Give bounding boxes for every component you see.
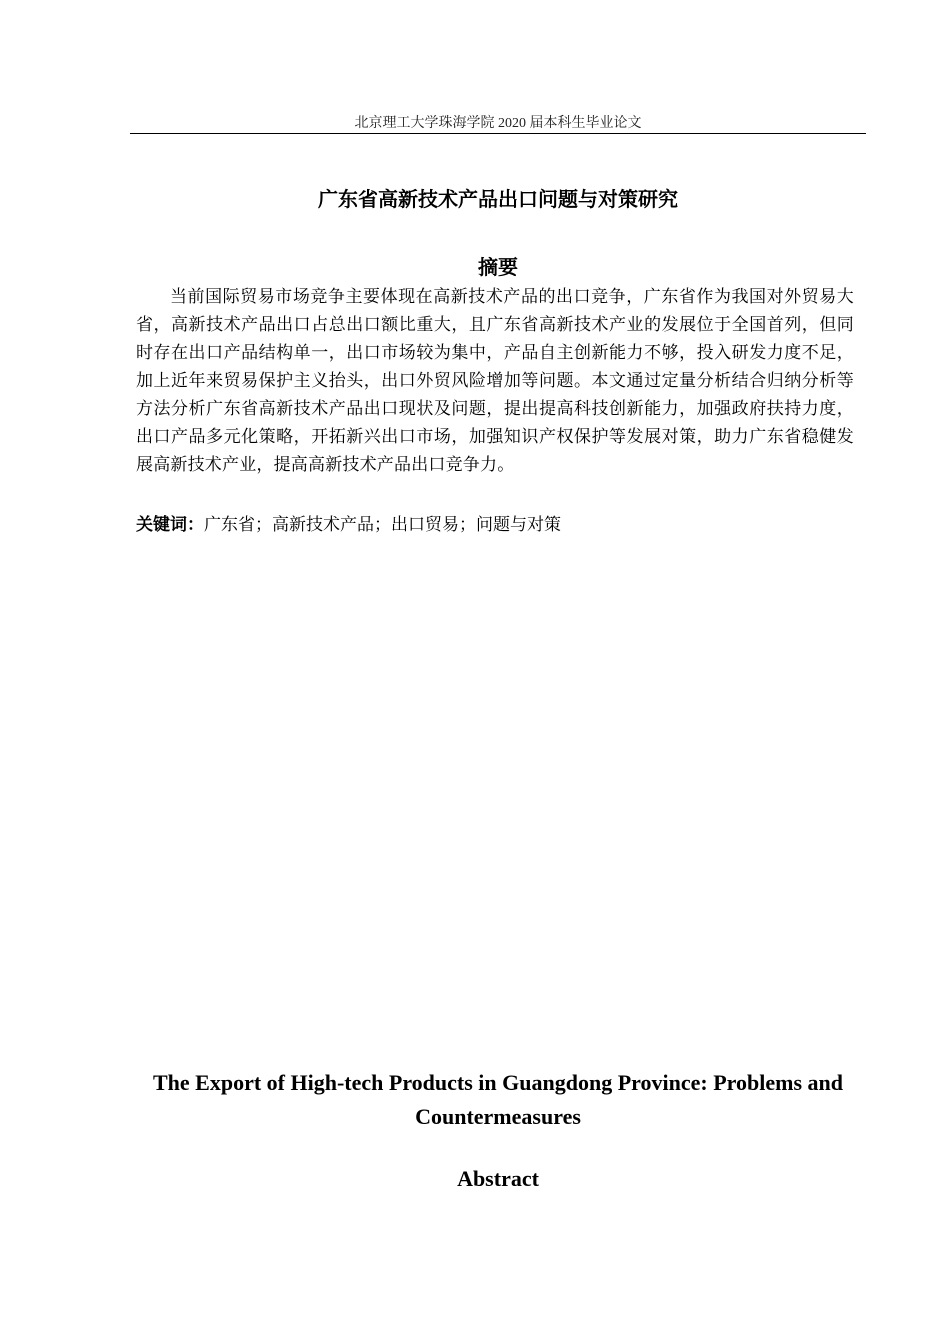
abstract-body-cn: 当前国际贸易市场竞争主要体现在高新技术产品的出口竞争，广东省作为我国对外贸易大省，高新技术产品出口占总出口额比重大，且广东省高新技术产业的发展位于全国首列，但同时存在出口产品结构单一，出口市场较为集中，产品自主创新能力不够，投入研发力度不足，加上近年来贸易保护主义抬头，出口外贸风险增加等问题。本文通过定量分析结合归纳分析等方法分析广东省高新技术产品出口现状及问题，提出提高科技创新能力，加强政府扶持力度，出口产品多元化策略，开拓新兴出口市场，加强知识产权保护等发展对策，助力广东省稳健发展高新技术产业，提高高新技术产品出口竞争力。 [136, 287, 854, 475]
keywords-label: 关键词： [136, 515, 204, 535]
thesis-title-en: The Export of High-tech Products in Guangdong Province: Problems and Countermeasures [153, 1070, 843, 1129]
thesis-title-cn: 广东省高新技术产品出口问题与对策研究 [318, 187, 678, 211]
abstract-heading-cn: 摘要 [478, 255, 518, 279]
header-rule [130, 133, 866, 134]
keywords-text: 广东省；高新技术产品；出口贸易；问题与对策 [204, 515, 561, 535]
running-header: 北京理工大学珠海学院 2020 届本科生毕业论文 [354, 116, 642, 131]
abstract-heading-en: Abstract [457, 1166, 539, 1191]
keywords-cn [136, 512, 854, 538]
